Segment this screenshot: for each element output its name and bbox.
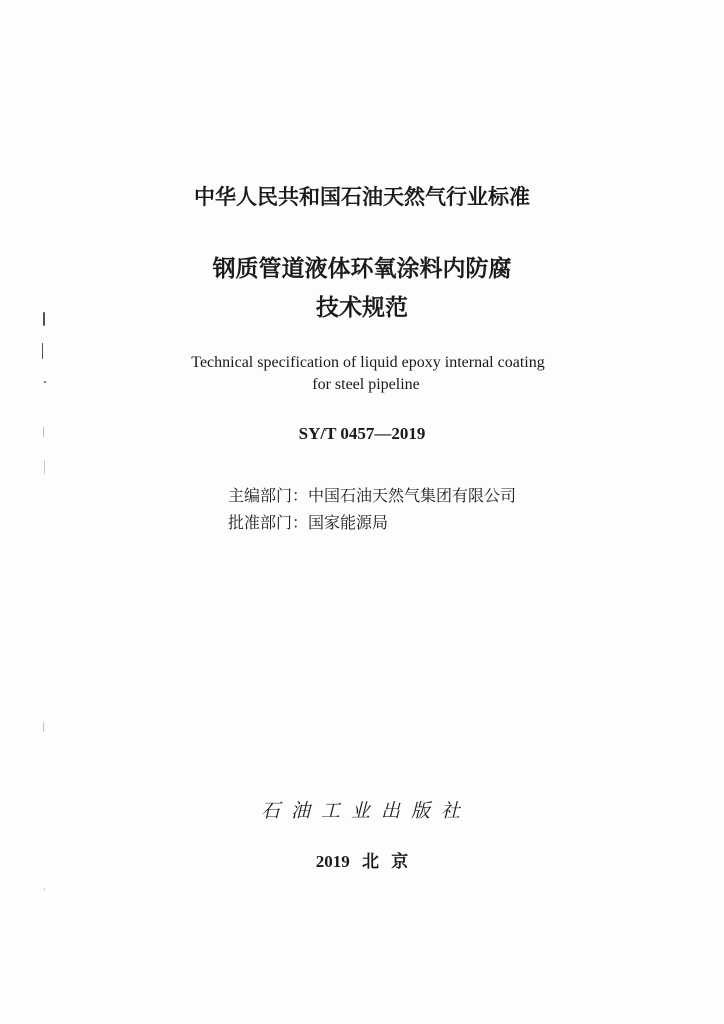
scan-speck — [44, 888, 45, 890]
publication-year-place: 2019 北 京 — [315, 852, 409, 871]
document-title-line-1: 钢质管道液体环氧涂料内防腐 — [212, 256, 512, 282]
scan-speck — [44, 381, 46, 383]
approval-department: 批准部门：国家能源局 — [228, 513, 389, 532]
scan-speck — [43, 722, 44, 732]
english-title-line-2: for steel pipeline — [312, 376, 420, 393]
scan-speck — [42, 343, 43, 359]
english-title-line-1: Technical specification of liquid epoxy internal coating — [191, 354, 545, 371]
scan-speck — [43, 312, 45, 326]
publisher-name: 石油工业出版社 — [260, 800, 471, 822]
standard-code: SY/T 0457—2019 — [298, 424, 426, 443]
scan-speck — [43, 427, 44, 437]
scan-speck — [44, 460, 45, 474]
document-title-line-2: 技术规范 — [316, 295, 408, 321]
industry-standard-heading: 中华人民共和国石油天然气行业标准 — [194, 185, 530, 209]
editor-department: 主编部门：中国石油天然气集团有限公司 — [228, 486, 517, 505]
